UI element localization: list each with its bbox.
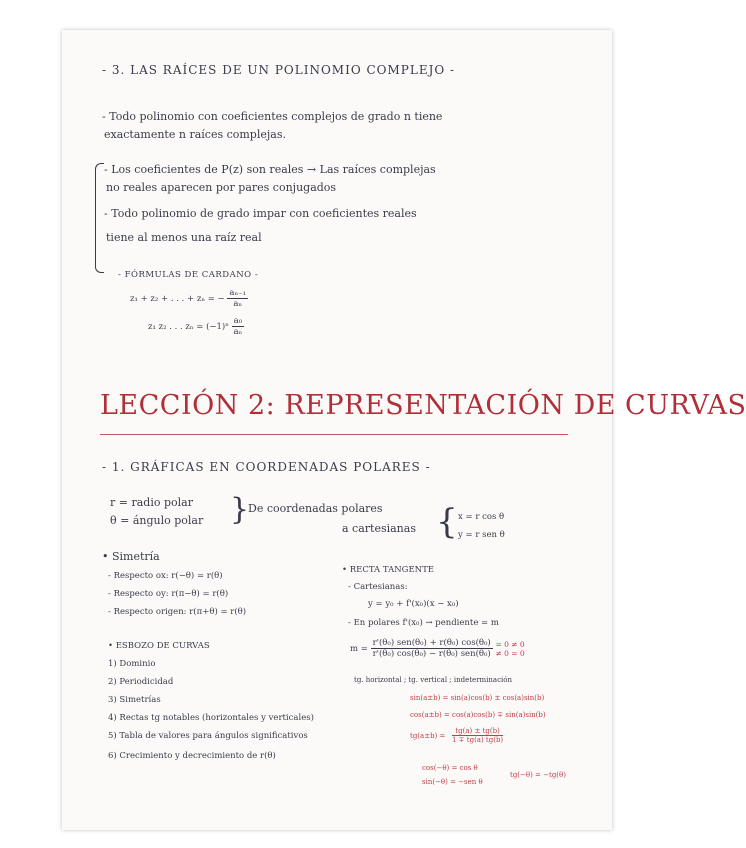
slope-fraction: [371, 638, 493, 659]
section-3-line-1: - Todo polinomio con coeficientes complejos de grado n tiene: [102, 110, 443, 123]
trig-identities: [410, 694, 566, 814]
slope-formula: [350, 638, 525, 659]
conversion-line-2: a cartesianas: [342, 522, 416, 535]
cardano-sum-fraction: [227, 288, 248, 309]
cardano-sum: [130, 288, 248, 309]
step-item: 2) Periodicidad: [108, 677, 174, 687]
identity-tg-fraction: [452, 727, 503, 744]
y-equation: y = r sen θ: [458, 530, 505, 540]
cardano-product-numerator: a₀: [233, 316, 243, 326]
symmetry-ox: - Respecto ox: r(−θ) = r(θ): [108, 571, 223, 581]
notebook-page: [62, 30, 746, 830]
cardano-product-fraction: [232, 316, 244, 337]
cartesian-equation: y = y₀ + f'(x₀)(x − x₀): [368, 599, 459, 609]
identity-tg-denominator: 1 ∓ tg(a) tg(b): [452, 736, 504, 744]
slope-conditions: [495, 640, 524, 658]
lesson-title: LECCIÓN 2: REPRESENTACIÓN DE CURVAS: [100, 390, 746, 421]
definitions-brace: }: [230, 492, 250, 527]
identity-sin-neg: sin(−θ) = −sen θ: [422, 778, 483, 786]
cardano-product: [148, 316, 244, 337]
slope-label: m =: [350, 644, 368, 654]
step-item: 5) Tabla de valores para ángulos significativos: [108, 731, 308, 741]
identity-tg-neg: tg(−θ) = −tg(θ): [510, 771, 566, 779]
identity-cos: cos(a±b) = cos(a)cos(b) ∓ sin(a)sin(b): [410, 711, 546, 719]
sketch-title: • ESBOZO DE CURVAS: [108, 641, 210, 651]
section-1-heading: - 1. GRÁFICAS EN COORDENADAS POLARES -: [102, 460, 431, 474]
section-3-heading: - 3. LAS RAÍCES DE UN POLINOMIO COMPLEJO -: [102, 63, 456, 77]
identity-cos-neg: cos(−θ) = cos θ: [422, 764, 478, 772]
tangent-title: • RECTA TANGENTE: [342, 565, 434, 575]
r-definition: r = radio polar: [110, 496, 193, 509]
step-item: 6) Crecimiento y decrecimiento de r(θ): [108, 751, 276, 761]
section-3-line-2: exactamente n raíces complejas.: [104, 128, 286, 141]
identity-tg-numerator: tg(a) ± tg(b): [452, 727, 503, 736]
bullet-2-line-a: - Todo polinomio de grado impar con coeficientes reales: [104, 207, 417, 220]
cartesian-label: - Cartesianas:: [348, 582, 408, 592]
slope-denominator: r'(θ₀) cos(θ₀) − r(θ₀) sen(θ₀): [372, 649, 491, 659]
cardano-sum-numerator: aₙ₋₁: [229, 288, 247, 298]
cardano-heading: - FÓRMULAS DE CARDANO -: [118, 270, 259, 280]
bullet-1-line-b: no reales aparecen por pares conjugados: [106, 181, 337, 194]
title-underline: [100, 434, 568, 435]
slope-condition-1: = 0 ≠ 0: [495, 639, 525, 649]
cardano-product-lhs: z₁ z₂ . . . zₙ = (−1)ⁿ: [148, 322, 229, 332]
step-item: 3) Simetrías: [108, 695, 161, 705]
identity-tg-label: tg(a±b) =: [410, 732, 446, 740]
conversion-line-1: De coordenadas polares: [248, 502, 383, 515]
cardano-sum-denominator: aₙ: [233, 299, 243, 309]
theta-definition: θ = ángulo polar: [110, 514, 204, 527]
equations-brace: {: [436, 502, 458, 542]
slope-condition-2: ≠ 0 = 0: [495, 648, 525, 658]
polar-slope: - En polares f'(x₀) → pendiente = m: [348, 618, 499, 628]
symmetry-title: • Simetría: [102, 550, 160, 563]
tangent-note: tg. horizontal ; tg. vertical ; indeterminación: [354, 676, 512, 684]
bullet-2-line-b: tiene al menos una raíz real: [106, 231, 262, 244]
step-item: 4) Rectas tg notables (horizontales y verticales): [108, 713, 314, 723]
slope-numerator: r'(θ₀) sen(θ₀) + r(θ₀) cos(θ₀): [372, 638, 491, 648]
identity-sin: sin(a±b) = sin(a)cos(b) ± cos(a)sin(b): [410, 694, 545, 702]
left-bracket: [95, 163, 104, 273]
symmetry-origin: - Respecto origen: r(π+θ) = r(θ): [108, 607, 247, 617]
cardano-product-denominator: aₙ: [233, 327, 243, 337]
x-equation: x = r cos θ: [458, 512, 505, 522]
cardano-sum-lhs: z₁ + z₂ + . . . + zₙ = −: [130, 294, 225, 304]
step-item: 1) Dominio: [108, 659, 156, 669]
bullet-1-line-a: - Los coeficientes de P(z) son reales → Las raíces complejas: [104, 163, 436, 176]
symmetry-oy: - Respecto oy: r(π−θ) = r(θ): [108, 589, 229, 599]
